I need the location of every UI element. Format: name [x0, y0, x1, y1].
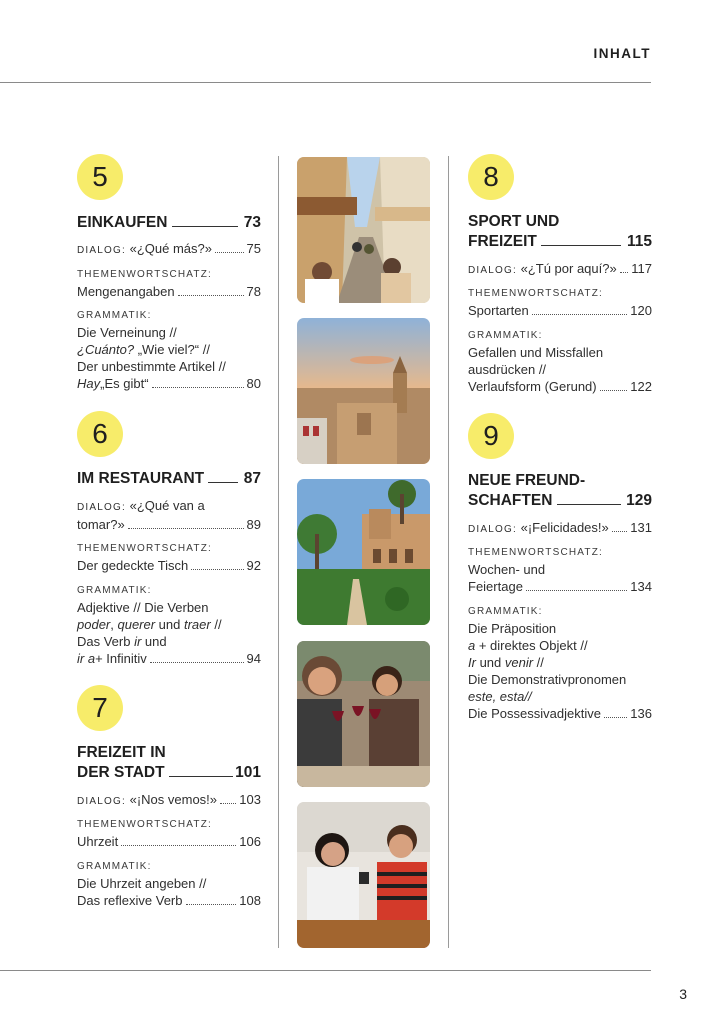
chapter-number-badge: 5 — [77, 154, 123, 200]
photo-city-sunset — [297, 318, 430, 464]
photo-street-cafe — [297, 157, 430, 303]
grammar-entry[interactable]: GRAMMATIK: Die Uhrzeit angeben // Das reflexive Verb 108 — [77, 861, 261, 908]
section-title: INHALT — [593, 46, 651, 61]
grammar-entry[interactable]: GRAMMATIK: Adjektive // Die Verben poder, querer und traer // Das Verb ir und ir a + Infinitiv 94 — [77, 585, 261, 666]
chapter-title[interactable]: EINKAUFEN — [77, 213, 261, 233]
chapter-number-badge: 8 — [468, 154, 514, 200]
chapter-9 — [468, 413, 652, 733]
chapter-7 — [77, 685, 261, 915]
chapter-page: 115 — [626, 233, 652, 250]
photo-palace-garden — [297, 479, 430, 625]
chapter-title[interactable]: NEUE FREUND- SCHAFTEN — [468, 471, 652, 511]
chapter-page: 87 — [243, 470, 261, 487]
top-rule — [0, 82, 651, 83]
vocabulary-entry[interactable]: THEMENWORTSCHATZ: Wochen- und Feiertage 134 — [468, 547, 652, 594]
vocabulary-entry[interactable]: THEMENWORTSCHATZ: Der gedeckte Tisch 92 — [77, 543, 261, 573]
vocabulary-entry[interactable]: THEMENWORTSCHATZ: Uhrzeit 106 — [77, 819, 261, 849]
dialog-entry[interactable]: DIALOG: «¿Qué más?» 75 — [77, 241, 261, 256]
chapter-5 — [77, 154, 261, 394]
chapter-title[interactable]: SPORT UND FREIZEIT — [468, 212, 652, 252]
vocabulary-entry[interactable]: THEMENWORTSCHATZ: Mengenangaben 78 — [77, 269, 261, 299]
chapter-title[interactable]: FREIZEIT IN DER STADT — [77, 743, 261, 783]
chapter-page: 73 — [243, 214, 261, 231]
column-divider-left — [278, 156, 279, 948]
bottom-rule — [0, 970, 651, 971]
chapter-page: 101 — [235, 764, 261, 781]
page-number: 3 — [679, 986, 687, 1002]
chapter-number-badge: 9 — [468, 413, 514, 459]
dialog-entry[interactable]: DIALOG: «¡Felicidades!» 131 — [468, 520, 652, 535]
grammar-entry[interactable]: GRAMMATIK: Gefallen und Missfallen ausdrücken // Verlaufsform (Gerund) 122 — [468, 330, 652, 394]
photo-couple-coffee — [297, 802, 430, 948]
dialog-entry[interactable]: DIALOG: «¡Nos vemos!» 103 — [77, 792, 261, 807]
chapter-8 — [468, 154, 652, 399]
chapter-6 — [77, 411, 261, 671]
chapter-title[interactable]: IM RESTAURANT — [77, 469, 261, 489]
column-divider-right — [448, 156, 449, 948]
dialog-entry[interactable]: DIALOG: «¿Qué van a tomar?» 89 — [77, 498, 261, 532]
chapter-number-badge: 6 — [77, 411, 123, 457]
grammar-entry[interactable]: GRAMMATIK: Die Verneinung // ¿Cuánto? „Wie viel?“ // Der unbestimmte Artikel // Hay „Es gibt“ 80 — [77, 310, 261, 391]
photo-friends-toast — [297, 641, 430, 787]
chapter-page: 129 — [626, 492, 652, 509]
dialog-entry[interactable]: DIALOG: «¿Tú por aquí?» 117 — [468, 261, 652, 276]
chapter-number-badge: 7 — [77, 685, 123, 731]
grammar-entry[interactable]: GRAMMATIK: Die Präposition a + direktes Objekt // Ir und venir // Die Demonstrativpronomen este, esta// Die Possessivadjektive 136 — [468, 606, 652, 721]
vocabulary-entry[interactable]: THEMENWORTSCHATZ: Sportarten 120 — [468, 288, 652, 318]
